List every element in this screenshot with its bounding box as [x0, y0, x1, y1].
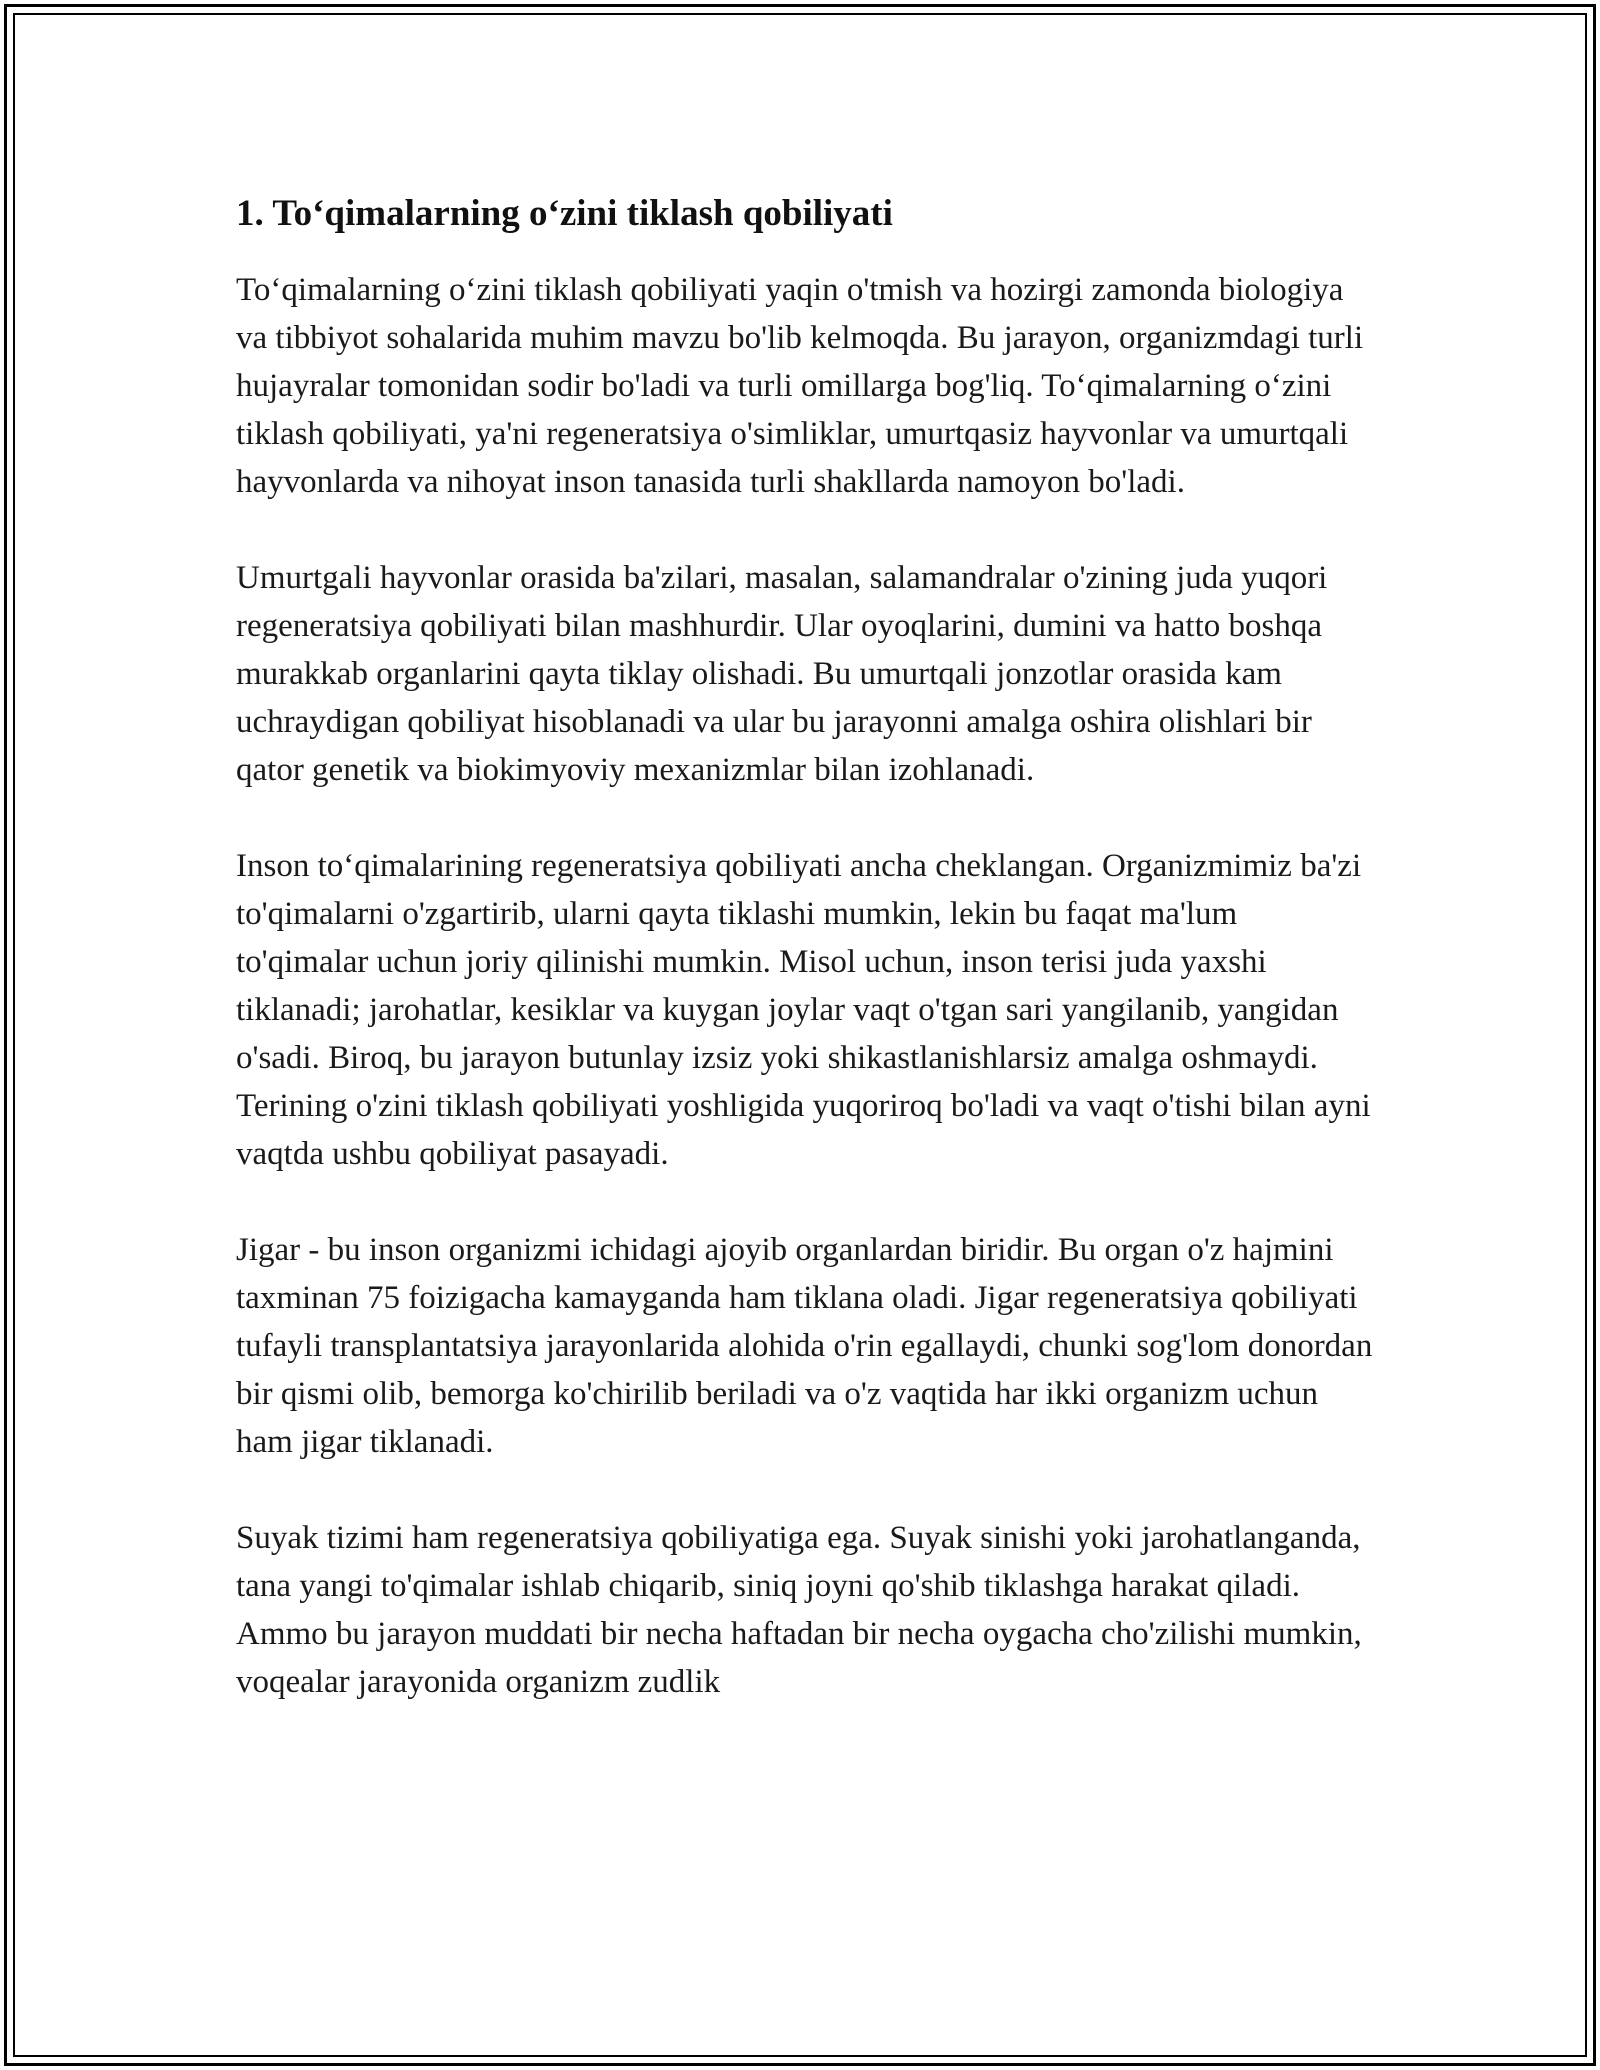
paragraph-4: Jigar - bu inson organizmi ichidagi ajoyib organlardan biridir. Bu organ o'z hajmini taxminan 75 foizigacha kamayganda ham tiklana oladi. Jigar regeneratsiya qobiliyati tufayli transplantatsiya jarayonlarida alohida o'rin egallaydi, chunki sog'lom donordan bir qismi olib, bemorga ko'chirilib beriladi va o'z vaqtida har ikki organizm uchun ham jigar tiklanadi. [236, 1232, 1373, 1460]
section-heading: 1. To‘qimalarning o‘zini tiklash qobiliyati [236, 193, 893, 234]
paragraph-5: Suyak tizimi ham regeneratsiya qobiliyatiga ega. Suyak sinishi yoki jarohatlanganda, tana yangi to'qimalar ishlab chiqarib, siniq joyni qo'shib tiklashga harakat qiladi. Ammo bu jarayon muddati bir necha haftadan bir necha oygacha cho'zilishi mumkin, voqealar jarayonida organizm zudlik [236, 1520, 1362, 1700]
paragraph-3: Inson to‘qimalarining regeneratsiya qobiliyati ancha cheklangan. Organizmimiz ba'zi to'qimalarni o'zgartirib, ularni qayta tiklashi mumkin, lekin bu faqat ma'lum to'qimalar uchun joriy qilinishi mumkin. Misol uchun, inson terisi juda yaxshi tiklanadi; jarohatlar, kesiklar va kuygan joylar vaqt o'tgan sari yangilanib, yangidan o'sadi. Biroq, bu jarayon butunlay izsiz yoki shikastlanishlarsiz amalga oshmaydi. Terining o'zini tiklash qobiliyati yoshligida yuqoriroq bo'ladi va vaqt o'tishi bilan ayni vaqtda ushbu qobiliyat pasayadi. [236, 848, 1371, 1172]
paragraph-2: Umurtgali hayvonlar orasida ba'zilari, masalan, salamandralar o'zining juda yuqori regeneratsiya qobiliyati bilan mashhurdir. Ular oyoqlarini, dumini va hatto boshqa murakkab organlarini qayta tiklay olishadi. Bu umurtqali jonzotlar orasida kam uchraydigan qobiliyat hisoblanadi va ular bu jarayonni amalga oshira olishlari bir qator genetik va biokimyoviy mexanizmlar bilan izohlanadi. [236, 560, 1328, 788]
document-body [236, 186, 1376, 1754]
paragraph-1: To‘qimalarning o‘zini tiklash qobiliyati yaqin o'tmish va hozirgi zamonda biologiya va tibbiyot sohalarida muhim mavzu bo'lib kelmoqda. Bu jarayon, organizmdagi turli hujayralar tomonidan sodir bo'ladi va turli omillarga bog'liq. To‘qimalarning o‘zini tiklash qobiliyati, ya'ni regeneratsiya o'simliklar, umurtqasiz hayvonlar va umurtqali hayvonlarda va nihoyat inson tanasida turli shakllarda namoyon bo'ladi. [236, 272, 1364, 500]
